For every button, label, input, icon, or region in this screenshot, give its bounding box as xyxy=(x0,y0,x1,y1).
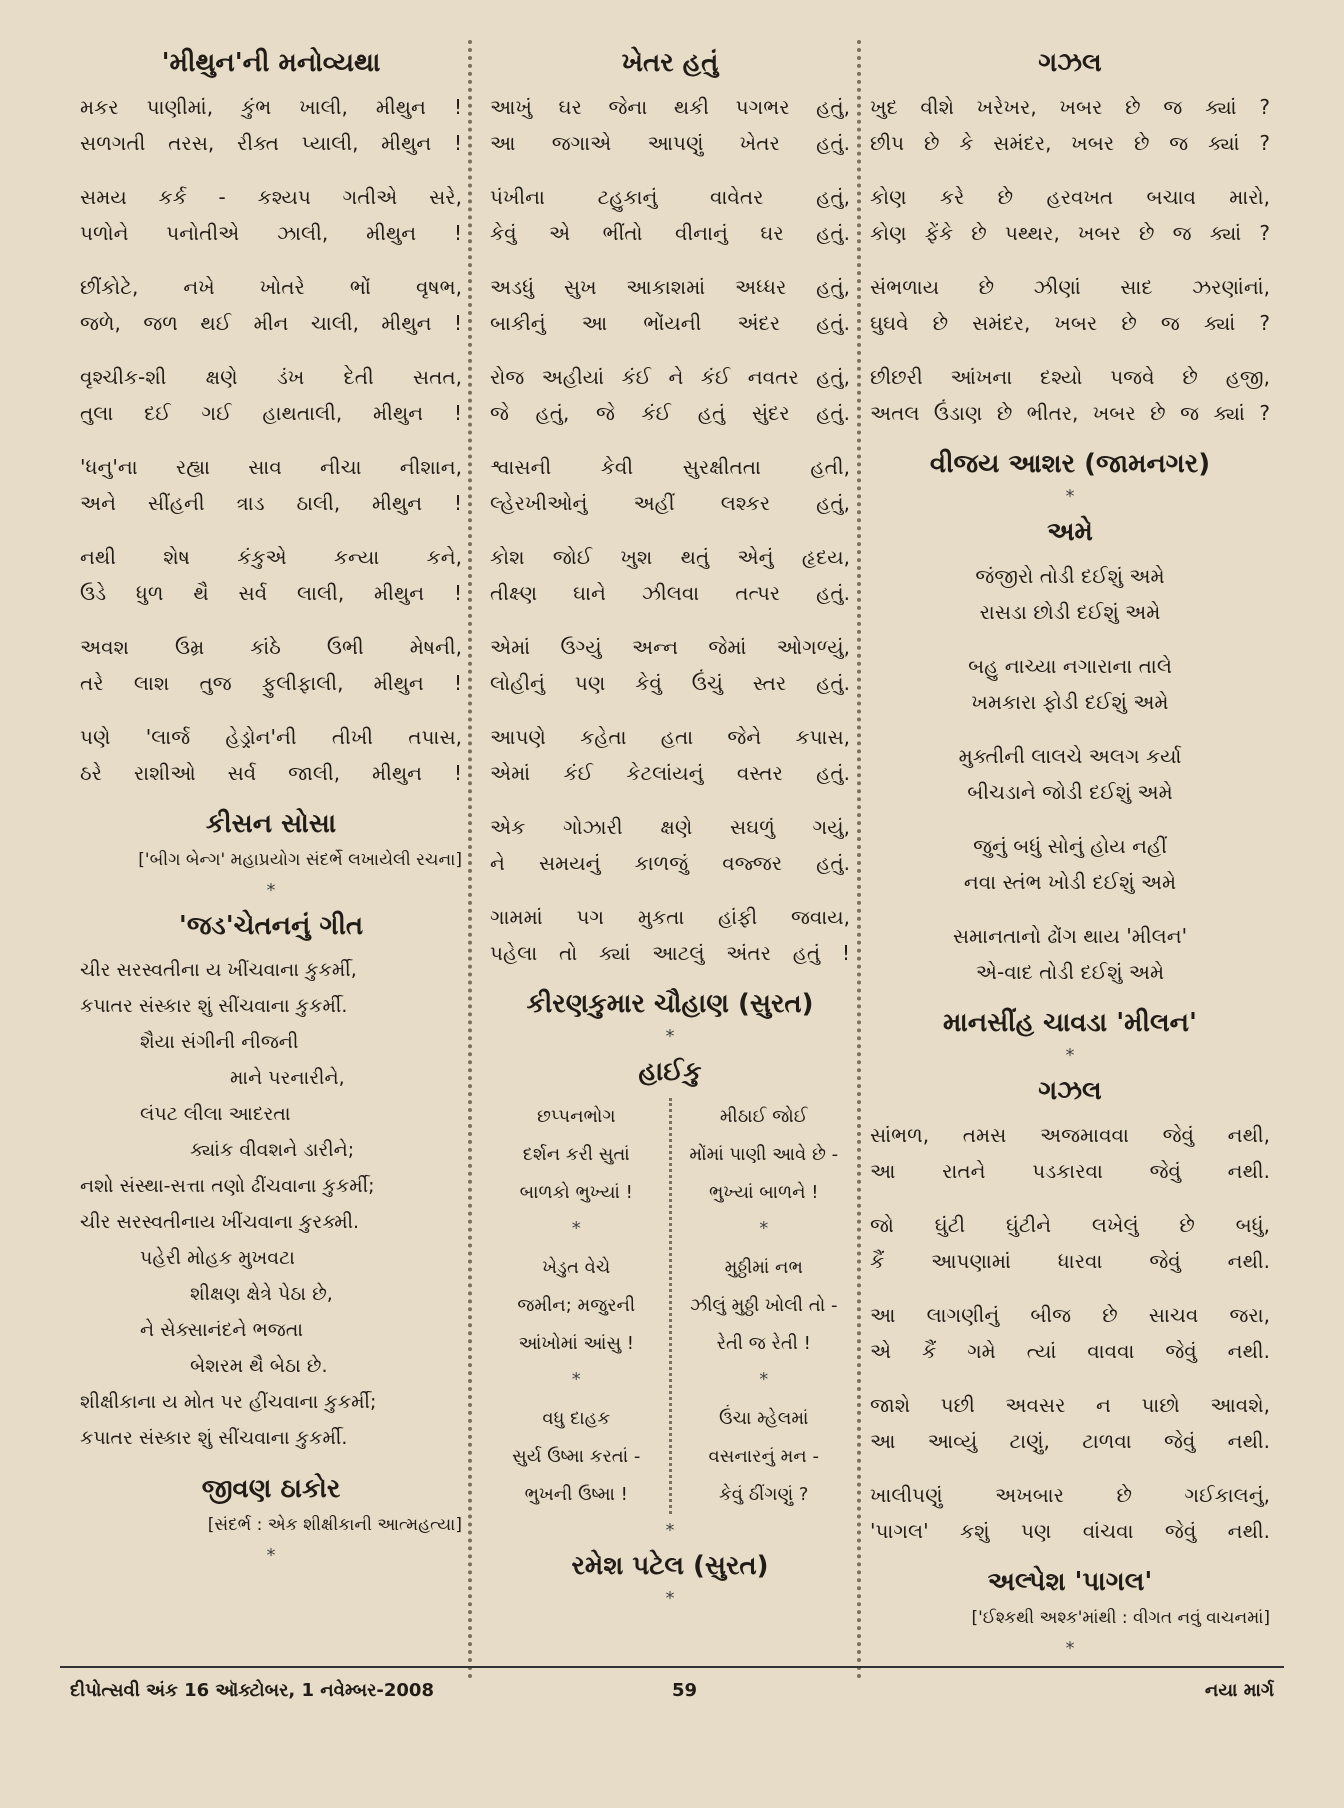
poem-line: આ લાગણીનું બીજ છે સાચવ જરા, xyxy=(870,1303,1270,1327)
poem-line: નવા સ્તંભ ખોડી દઈશું અમે xyxy=(963,870,1177,894)
poem-line: આપણે કહેતા હતા જેને કપાસ, xyxy=(490,725,850,749)
poem-title: 'મીથુન'ની મનોવ્યથા xyxy=(161,48,381,78)
stanza xyxy=(870,918,1270,990)
separator-star: * xyxy=(571,1369,581,1390)
poem-line: પણે 'લાર્જ હેડ્રોન'ની તીખી તપાસ, xyxy=(80,725,462,749)
poem-line: સળગતી તરસ, રીક્ત પ્યાલી, મીથુન ! xyxy=(80,131,462,155)
stanza xyxy=(870,359,1270,431)
poem-line: આ જગાએ આપણું ખેતર હતું. xyxy=(490,131,850,155)
poem-line: કપાતર સંસ્કાર શું સીંચવાના કુકર્મી. xyxy=(80,995,348,1017)
poem-line: બહુ નાચ્યા નગારાના તાલે xyxy=(968,654,1172,678)
haiku-author: રમેશ પટેલ (સુરત) xyxy=(571,1551,769,1581)
separator-star: * xyxy=(1065,486,1075,507)
poem-line: એ-વાદ તોડી દઈશું અમે xyxy=(975,960,1165,984)
poem-line: જળે, જળ થઈ મીન ચાલી, મીથુન ! xyxy=(80,311,462,335)
stanza xyxy=(870,828,1270,900)
separator-star: * xyxy=(759,1369,769,1390)
poem-line: તુલા દઈ ગઈ હાથતાલી, મીથુન ! xyxy=(80,401,462,425)
poem-line: આ રાતને પડકારવા જેવું નથી. xyxy=(870,1159,1270,1183)
poem-line: કોશ જોઈ ખુશ થતું એનું હૃદય, xyxy=(490,545,850,569)
poem-line: અવશ ઉમ્ર કાંઠે ઉભી મેષની, xyxy=(80,635,462,659)
poem-line: કોણ ફેંકે છે પથ્થર, ખબર છે જ ક્યાં ? xyxy=(870,221,1270,245)
stanza xyxy=(870,269,1270,341)
haiku-line: ભુખની ઉષ્મા ! xyxy=(524,1484,628,1505)
haiku-grid xyxy=(490,1098,850,1514)
poem-line: આખું ઘર જેના થકી પગભર હતું, xyxy=(490,95,850,119)
poem-line: લોહીનું પણ કેવું ઉંચું સ્તર હતું. xyxy=(490,671,850,695)
poem-line: તરે લાશ તુજ ફુલીફાલી, મીથુન ! xyxy=(80,671,462,695)
poem-line: પળોને પનોતીએ ઝાલી, મીથુન ! xyxy=(80,221,462,245)
poem-title: ગઝલ xyxy=(1038,48,1102,78)
haiku-line: જમીન; મજુરની xyxy=(517,1295,636,1316)
poem-author: અલ્પેશ 'પાગલ' xyxy=(987,1567,1153,1597)
poem-title: ખેતર હતું xyxy=(621,48,719,78)
poem-line: શીક્ષીકાના ય મોત પર હીંચવાના કુકર્મી; xyxy=(80,1391,377,1413)
poem-note: ['બીગ બેન્ગ' મહાપ્રયોગ સંદર્ભે લખાયેલી રચના] xyxy=(138,850,462,870)
column-middle xyxy=(490,40,850,1619)
poem-line: પહેલા તો ક્યાં આટલું અંતર હતું ! xyxy=(490,941,850,965)
stanza xyxy=(870,648,1270,720)
haiku-line: ભુખ્યાં બાળને ! xyxy=(709,1182,819,1203)
poem-body xyxy=(80,952,462,1456)
haiku-line: દર્શન કરી સુતાં xyxy=(522,1144,630,1165)
stanza xyxy=(490,89,850,161)
column-right xyxy=(870,40,1270,1669)
poem-line: જાશે પછી અવસર ન પાછો આવશે, xyxy=(870,1393,1270,1417)
poem-line: અડધું સુખ આકાશમાં અધ્ધર હતું, xyxy=(490,275,850,299)
haiku-line: ખેડુત વેચે xyxy=(542,1257,611,1278)
separator-star: * xyxy=(266,1545,276,1566)
stanza xyxy=(870,1477,1270,1549)
poem-line: માને પરનારીને, xyxy=(230,1067,345,1089)
stanza xyxy=(490,719,850,791)
poem-line: નશો સંસ્થા-સત્તા તણો ઢીંચવાના કુકર્મી; xyxy=(80,1175,375,1197)
stanza xyxy=(490,269,850,341)
poem-line: પંખીના ટહુકાનું વાવેતર હતું, xyxy=(490,185,850,209)
stanza xyxy=(490,809,850,881)
stanza xyxy=(870,179,1270,251)
magazine-name: નયા માર્ગ xyxy=(1204,1680,1274,1701)
poem-line: ઉડે ધુળ થૈ સર્વ લાલી, મીથુન ! xyxy=(80,581,462,605)
column-left xyxy=(80,40,462,1576)
poem-line: જે હતું, જે કંઈ હતું સુંદર હતું. xyxy=(490,401,850,425)
haiku-title: હાઈકુ xyxy=(638,1057,702,1087)
poem-author: કીસન સોસા xyxy=(205,809,337,839)
poem-line: ખાલીપણું અખબાર છે ગઈકાલનું, xyxy=(870,1483,1270,1507)
poem-line: એ કૈં ગમે ત્યાં વાવવા જેવું નથી. xyxy=(870,1339,1270,1363)
stanza xyxy=(490,359,850,431)
poem-line: ગામમાં પગ મુકતા હાંફી જવાય, xyxy=(490,905,850,929)
poem-line: જુનું બધું સોનું હોય નહીં xyxy=(973,834,1167,858)
separator-star: * xyxy=(266,880,276,901)
separator-star: * xyxy=(665,1588,675,1609)
poem-line: ચીર સરસ્વતીના ય ખીંચવાના કુકર્મી, xyxy=(80,959,357,981)
poem-author: વીજય આશર (જામનગર) xyxy=(929,449,1211,479)
stanza xyxy=(80,719,462,791)
poem-line: અતલ ઉંડાણ છે ભીતર, ખબર છે જ ક્યાં ? xyxy=(870,401,1270,425)
poem-author: જીવણ ઠાકોર xyxy=(201,1474,341,1504)
poem-line: ખુદ વીશે ખરેખર, ખબર છે જ ક્યાં ? xyxy=(870,95,1270,119)
poem-line: સાંભળ, તમસ અજમાવવા જેવું નથી, xyxy=(870,1123,1270,1147)
stanza xyxy=(870,1117,1270,1189)
stanza xyxy=(490,539,850,611)
haiku-line: વસનારનું મન - xyxy=(708,1446,819,1467)
poem-line: અને સીંહની ત્રાડ ઠાલી, મીથુન ! xyxy=(80,491,462,515)
stanza xyxy=(490,629,850,701)
stanza xyxy=(490,899,850,971)
poem-line: કોણ કરે છે હરવખત બચાવ મારો, xyxy=(870,185,1270,209)
poem-line: મકર પાણીમાં, કુંભ ખાલી, મીથુન ! xyxy=(80,95,462,119)
footer-issue: દીપોત્સવી અંક 16 ઑક્ટોબર, 1 નવેમ્બર-2008 xyxy=(70,1680,434,1701)
stanza xyxy=(490,449,850,521)
stanza xyxy=(490,179,850,251)
poem-line: સંભળાય છે ઝીણાં સાદ ઝરણાંનાં, xyxy=(870,275,1270,299)
poem-line: વૃશ્ચીક-શી ક્ષણે ડંખ દેતી સતત, xyxy=(80,365,462,389)
separator-star: * xyxy=(1065,1045,1075,1066)
poem-line: રોજ અહીયાં કંઈ ને કંઈ નવતર હતું, xyxy=(490,365,850,389)
page-footer xyxy=(60,1666,1284,1718)
stanza xyxy=(870,558,1270,630)
separator-star: * xyxy=(665,1520,675,1541)
haiku-divider xyxy=(669,1098,672,1514)
separator-star: * xyxy=(1065,1638,1075,1659)
stanza xyxy=(80,89,462,161)
poem-line: ને સેક્સાનંદને ભજતા xyxy=(140,1319,303,1341)
haiku-line: મુઠ્ઠીમાં નભ xyxy=(724,1257,803,1278)
poem-line: તીક્ષ્ણ ઘાને ઝીલવા તત્પર હતું. xyxy=(490,581,850,605)
stanza xyxy=(870,1297,1270,1369)
haiku-line: સુર્ય ઉષ્મા કરતાં - xyxy=(512,1446,641,1467)
poem-author: માનસીંહ ચાવડા 'મીલન' xyxy=(943,1008,1197,1038)
poem-line: છીંકોટે, નખે ખોતરે ભોં વૃષભ, xyxy=(80,275,462,299)
haiku-line: વધુ દાહક xyxy=(542,1408,611,1429)
poem-line: ઠરે રાશીઓ સર્વ જાલી, મીથુન ! xyxy=(80,761,462,785)
poem-line: જો ઘુંટી ઘુંટીને લખેલું છે બધું, xyxy=(870,1213,1270,1237)
haiku-line: કેવું ઠીંગણું ? xyxy=(719,1484,809,1505)
separator-star: * xyxy=(759,1218,769,1239)
haiku-line: મીઠાઈ જોઈ xyxy=(719,1106,808,1127)
poem-line: 'પાગલ' કશું પણ વાંચવા જેવું નથી. xyxy=(870,1519,1270,1543)
haiku-line: આંખોમાં આંસુ ! xyxy=(518,1333,634,1354)
poem-line: પહેરી મોહક મુખવટા xyxy=(140,1247,295,1269)
haiku-line: મોંમાં પાણી આવે છે - xyxy=(689,1144,839,1165)
poem-line: શ્વાસની કેવી સુરક્ષીતતા હતી, xyxy=(490,455,850,479)
poem-note: [સંદર્ભ : એક શીક્ષીકાની આત્મહત્યા] xyxy=(207,1515,462,1535)
poem-line: કેવું એ ભીંતો વીનાનું ઘર હતું. xyxy=(490,221,850,245)
poem-line: છીપ છે કે સમંદર, ખબર છે જ ક્યાં ? xyxy=(870,131,1270,155)
poem-line: ખમકારા ફોડી દઈશું અમે xyxy=(971,690,1169,714)
stanza xyxy=(80,359,462,431)
separator-star: * xyxy=(665,1026,675,1047)
poem-line: સમય કર્ક - કશ્યપ ગતીએ સરે, xyxy=(80,185,462,209)
poem-line: સમાનતાનો ઢોંગ થાય 'મીલન' xyxy=(952,924,1188,948)
poem-line: કપાતર સંસ્કાર શું સીંચવાના કુકર્મી. xyxy=(80,1427,348,1449)
poem-author: કીરણકુમાર ચૌહાણ (સુરત) xyxy=(526,989,814,1019)
stanza xyxy=(870,89,1270,161)
poem-line: ક્યાંક વીવશને ડારીને; xyxy=(190,1139,355,1161)
poem-line: જંજીરો તોડી દઈશું અમે xyxy=(975,564,1165,588)
poem-line: મુક્તીની લાલચે અલગ કર્યા xyxy=(958,744,1182,768)
poem-line: બાકીનું આ ભોંયની અંદર હતું. xyxy=(490,311,850,335)
poem-line: શૈયા સંગીની નીજની xyxy=(140,1031,299,1053)
stanza xyxy=(80,449,462,521)
stanza xyxy=(80,179,462,251)
poem-line: 'ધનુ'ના રહ્યા સાવ નીચા નીશાન, xyxy=(80,455,462,479)
haiku-line: રેતી જ રેતી ! xyxy=(716,1333,811,1354)
poem-line: એમાં ઉગ્યું અન્ન જેમાં ઓગળ્યું, xyxy=(490,635,850,659)
poem-line: એક ગોઝારી ક્ષણે સઘળું ગયું, xyxy=(490,815,850,839)
poem-note: ['ઈશ્કથી અશ્ક'માંથી : વીગત નવું વાચનમાં] xyxy=(971,1608,1270,1628)
poem-title: 'જડ'ચેતનનું ગીત xyxy=(178,911,364,941)
poem-line: ને સમયનું કાળજું વજ્જર હતું. xyxy=(490,851,850,875)
haiku-line: બાળકો ભુખ્યાં ! xyxy=(519,1182,633,1203)
poem-line: બેશરમ થૈ બેઠા છે. xyxy=(190,1355,328,1377)
stanza xyxy=(870,1207,1270,1279)
separator-star: * xyxy=(571,1218,581,1239)
poem-line: એમાં કંઈ કેટલાંયનું વસ્તર હતું. xyxy=(490,761,850,785)
poem-line: ચીર સરસ્વતીનાય ખીંચવાના કુરક્મી. xyxy=(80,1211,360,1233)
poem-line: કૈં આપણામાં ધારવા જેવું નથી. xyxy=(870,1249,1270,1273)
poem-line: આ આવ્યું ટાણું, ટાળવા જેવું નથી. xyxy=(870,1429,1270,1453)
haiku-line: ઝીલું મુઠ્ઠી ખોલી તો - xyxy=(690,1295,838,1316)
poem-title: અમે xyxy=(1047,517,1093,547)
poem-line: બીચડાને જોડી દઈશું અમે xyxy=(967,780,1173,804)
poem-line: લ્હેરખીઓનું અહીં લશ્કર હતું, xyxy=(490,491,850,515)
stanza xyxy=(80,269,462,341)
poem-line: રાસડા છોડી દઈશું અમે xyxy=(979,600,1161,624)
stanza xyxy=(870,738,1270,810)
haiku-line: છપ્પનભોગ xyxy=(536,1106,616,1127)
column-divider xyxy=(857,40,861,1680)
page-number: 59 xyxy=(672,1680,698,1701)
column-divider xyxy=(468,40,472,1680)
stanza xyxy=(80,539,462,611)
stanza xyxy=(80,629,462,701)
poem-line: નથી શેષ કંકુએ કન્યા કને, xyxy=(80,545,462,569)
haiku-column xyxy=(490,1098,663,1514)
poem-line: છીછરી આંખના દશ્યો પજવે છે હજી, xyxy=(870,365,1270,389)
poem-line: લંપટ લીલા આદરતા xyxy=(140,1103,291,1125)
poem-title: ગઝલ xyxy=(1038,1076,1102,1106)
haiku-column xyxy=(678,1098,851,1514)
stanza xyxy=(870,1387,1270,1459)
haiku-line: ઉંચા મ્હેલમાં xyxy=(719,1408,809,1429)
poem-line: ઘુઘવે છે સમંદર, ખબર છે જ ક્યાં ? xyxy=(870,311,1270,335)
poem-line: શીક્ષણ ક્ષેત્રે પેઠા છે, xyxy=(190,1283,333,1305)
